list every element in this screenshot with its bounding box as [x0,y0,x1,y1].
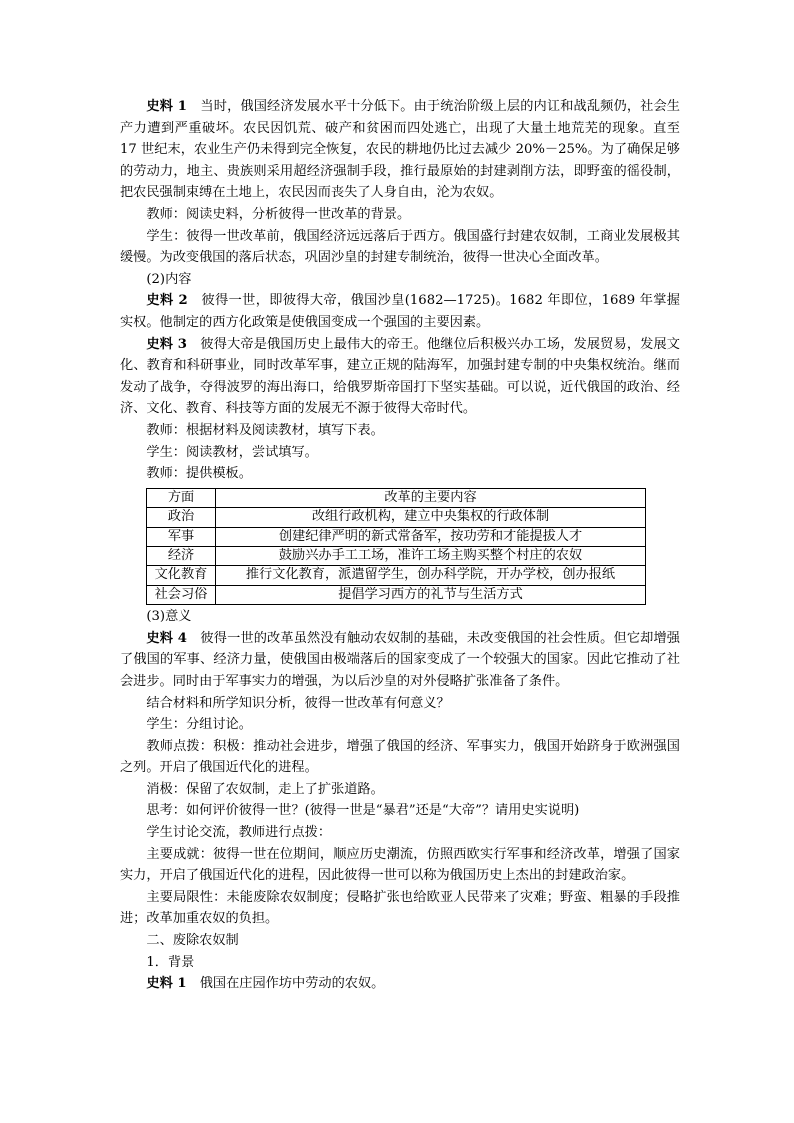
source-3-text: 彼得大帝是俄国历史上最伟大的帝王。他继位后积极兴办工场，发展贸易，发展文化、教育和科研事业，同时改革军事，建立正规的陆海军，加强封建专制的中央集权统治。继而发动了战争，夺得波罗的海出海口，给俄罗斯帝国打下坚实基础。可以说，近代俄国的政治、经济、文化、教育、科技等方面的发展无不源于彼得大帝时代。 [120,336,680,417]
source-1 [120,96,680,204]
table-header-cell: 改革的主要内容 [216,488,646,507]
student-line-3: 学生：分组讨论。 [146,717,252,733]
table-row [147,546,646,565]
heading-significance: (3)意义 [146,609,192,625]
achievement-line: 主要成就：彼得一世在位期间，顺应历史潮流，仿照西欧实行军事和经济改革，增强了国家实力，开启了俄国近代化的进程，因此彼得一世可以称为俄国历史上杰出的封建政治家。 [120,846,680,884]
table-row [147,585,646,604]
source-1-text: 当时，俄国经济发展水平十分低下。由于统治阶级上层的内讧和战乱频仍，社会生产力遭到严重破坏。农民因饥荒、破产和贫困而四处逃亡，出现了大量土地荒芜的现象。直至 17 世纪末，农业生产仍未得到完全恢复，农民的耕地仍比过去减少 20%－25%。为了确保足够的劳动力，地主、贵族则采用超经济强制手段，推行最原始的封建剥削方法，即野蛮的徭役制，把农民强制束缚在土地上，农民因而丧失了人身自由，沦为农奴。 [120,99,680,201]
heading-content: (2)内容 [146,271,192,287]
limitation-line: 主要局限性：未能废除农奴制度；侵略扩张也给欧亚人民带来了灾难；野蛮、粗暴的手段推进；改革加重农奴的负担。 [120,889,680,927]
teacher-line-1: 教师：阅读史料，分析彼得一世改革的背景。 [146,206,411,222]
teacher-line-2: 教师：根据材料及阅读教材，填写下表。 [146,422,384,438]
table-cell: 提倡学习西方的礼节与生活方式 [216,585,646,604]
discussion-line: 学生讨论交流，教师进行点拨： [146,825,332,841]
question-line: 结合材料和所学知识分析，彼得一世改革有何意义？ [146,695,450,711]
document-page [120,96,680,995]
table-cell: 经济 [147,546,216,565]
source-3-label: 史料 3 [146,336,187,352]
table-cell: 创建纪律严明的新式常备军，按功劳和才能提拔人才 [216,527,646,546]
student-line-2: 学生：阅读教材，尝试填写。 [146,444,318,460]
table-cell: 改组行政机构，建立中央集权的行政体制 [216,508,646,527]
source-4-label: 史料 4 [146,630,187,646]
table-header-cell: 方面 [147,488,216,507]
think-line: 思考：如何评价彼得一世？(彼得一世是“暴君”还是“大帝”？请用史实说明) [146,803,580,819]
table-cell: 社会习俗 [147,585,216,604]
source-5-label: 史料 1 [146,976,187,992]
subsection-background: 1．背景 [146,954,195,970]
source-5-text: 俄国在庄园作坊中劳动的农奴。 [186,976,385,992]
source-4 [120,628,680,693]
negative-line: 消极：保留了农奴制，走上了扩张道路。 [146,781,384,797]
source-2-label: 史料 2 [146,293,188,309]
source-1-label: 史料 1 [146,99,187,114]
source-2-text: 彼得一世，即彼得大帝，俄国沙皇(1682—1725)。1682 年即位，1689 年掌握实权。他制定的西方化政策是使俄国变成一个强国的主要因素。 [120,293,680,330]
table-cell: 文化教育 [147,566,216,585]
student-line-1: 学生：彼得一世改革前，俄国经济远远落后于西方。俄国盛行封建农奴制，工商业发展极其缓慢。为改变俄国的落后状态，巩固沙皇的封建专制统治，彼得一世决心全面改革。 [120,228,680,266]
table-row [147,566,646,585]
table-row [147,527,646,546]
table-header-row [147,488,646,507]
teacher-tip: 教师点拨：积极：推动社会进步，增强了俄国的经济、军事实力，俄国开始跻身于欧洲强国之列。开启了俄国近代化的进程。 [120,738,680,776]
table-cell: 军事 [147,527,216,546]
table-cell: 推行文化教育，派遣留学生，创办科学院，开办学校，创办报纸 [216,566,646,585]
section-2-heading: 二、废除农奴制 [146,933,239,949]
table-cell: 政治 [147,508,216,527]
table-cell: 鼓励兴办手工工场，准许工场主购买整个村庄的农奴 [216,546,646,565]
source-5 [120,973,680,995]
table-row [147,508,646,527]
reform-table [146,488,646,605]
source-2 [120,290,680,333]
source-3 [120,334,680,420]
source-4-text: 彼得一世的改革虽然没有触动农奴制的基础，未改变俄国的社会性质。但它却增强了俄国的军事、经济力量，使俄国由极端落后的国家变成了一个较强大的国家。因此它推动了社会进步。同时由于军事实力的增强，为以后沙皇的对外侵略扩张准备了条件。 [120,630,680,689]
teacher-line-3: 教师：提供模板。 [146,466,252,482]
